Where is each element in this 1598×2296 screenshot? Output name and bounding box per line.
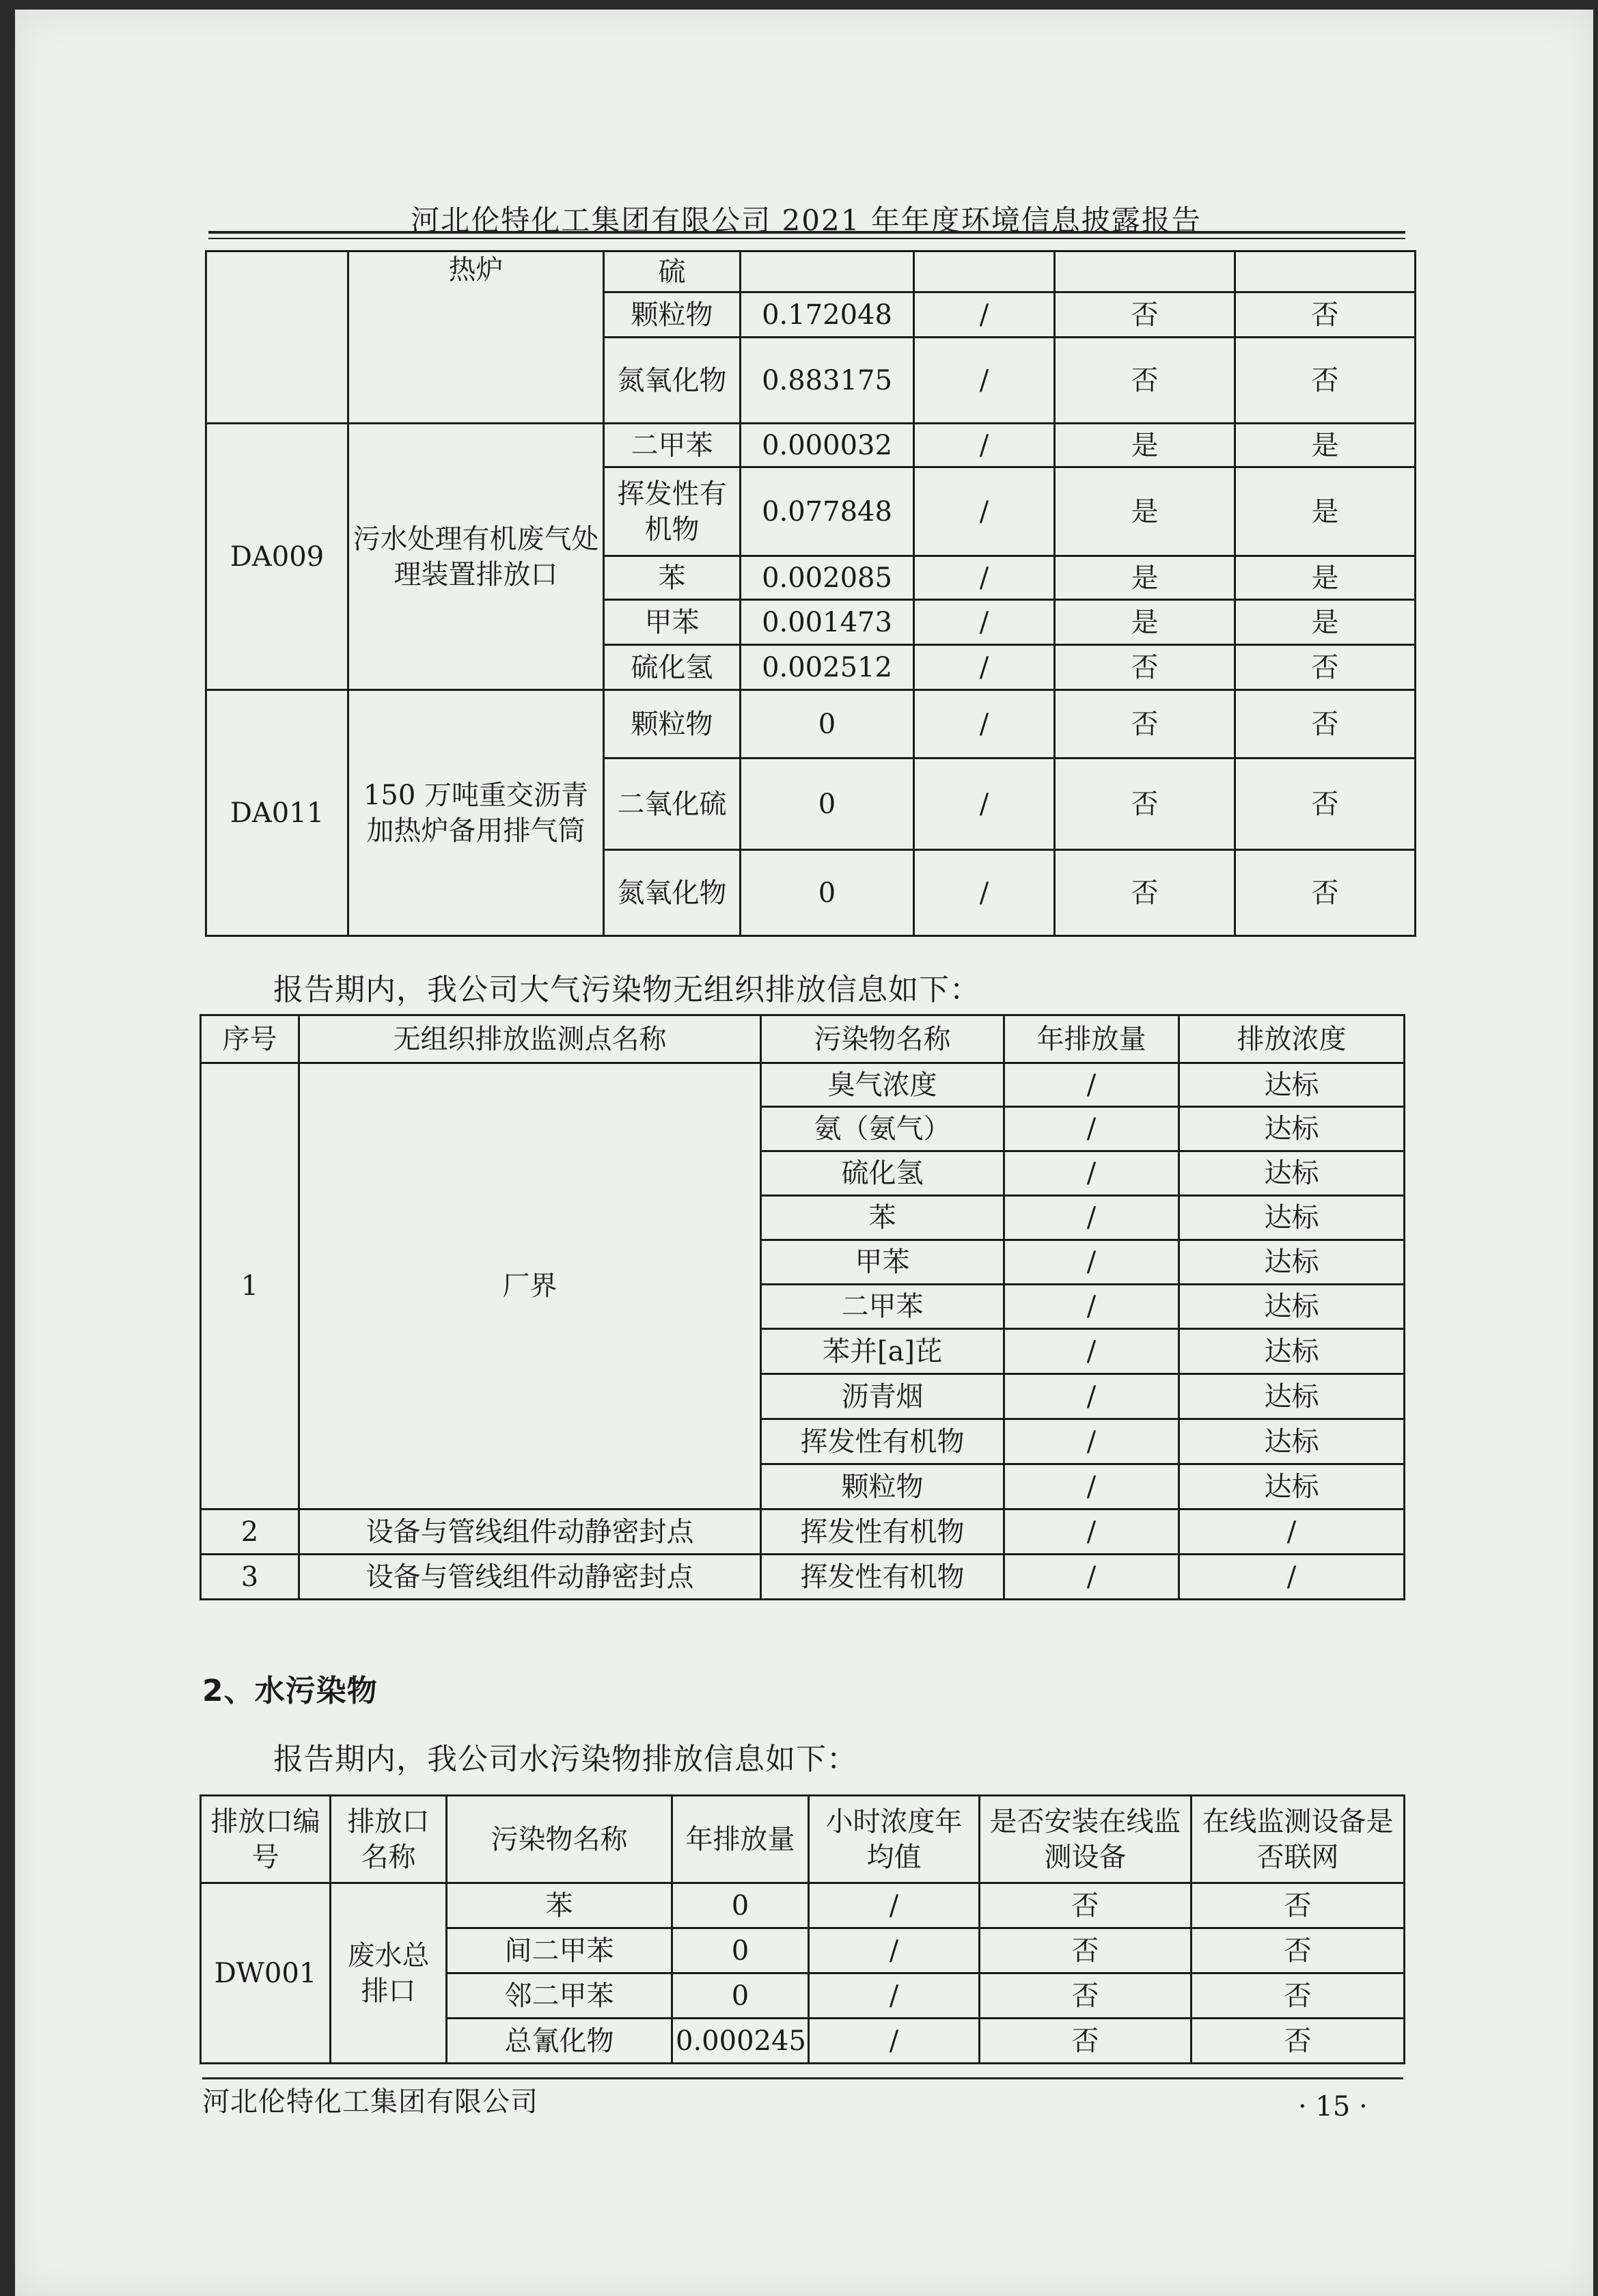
table-row bbox=[201, 1509, 1405, 1555]
monitor-networked bbox=[1235, 251, 1416, 292]
table-header-row bbox=[201, 1015, 1405, 1063]
pollutant-name: 颗粒物 bbox=[761, 1464, 1004, 1509]
column-header: 无组织排放监测点名称 bbox=[299, 1015, 761, 1063]
annual-amount: / bbox=[1004, 1151, 1179, 1196]
annual-amount: 0 bbox=[741, 758, 914, 850]
pollutant-name: 二甲苯 bbox=[604, 424, 741, 467]
table-row bbox=[201, 1883, 1405, 1928]
annual-amount: 0.077848 bbox=[741, 467, 914, 556]
pollutant-name: 挥发性有机物 bbox=[761, 1555, 1004, 1600]
annual-amount: / bbox=[1004, 1419, 1179, 1464]
pollutant-name: 苯 bbox=[761, 1196, 1004, 1240]
pollutant-name: 颗粒物 bbox=[604, 292, 741, 338]
annual-amount: / bbox=[1004, 1285, 1179, 1329]
pollutant-name: 苯 bbox=[604, 556, 741, 600]
water-emission-table bbox=[199, 1794, 1405, 2064]
hourly-concentration: / bbox=[914, 292, 1055, 338]
hourly-concentration: / bbox=[914, 424, 1055, 467]
monitor-installed: 否 bbox=[1055, 645, 1235, 690]
pollutant-name: 沥青烟 bbox=[761, 1374, 1004, 1419]
table-row bbox=[206, 690, 1416, 758]
annual-amount: 0 bbox=[741, 850, 914, 936]
monitor-installed: 否 bbox=[980, 1928, 1191, 1973]
water-intro-paragraph: 报告期内，我公司水污染物排放信息如下： bbox=[273, 1742, 857, 1777]
pollutant-name: 硫化氢 bbox=[761, 1151, 1004, 1196]
outlet-name: 废水总排口 bbox=[331, 1883, 447, 2064]
pollutant-name: 甲苯 bbox=[761, 1240, 1004, 1285]
emission-concentration: 达标 bbox=[1179, 1196, 1405, 1240]
monitor-networked: 否 bbox=[1191, 1973, 1405, 2019]
annual-amount: 0.883175 bbox=[741, 338, 914, 424]
outlet-code bbox=[206, 251, 348, 424]
footer-rule bbox=[202, 2077, 1403, 2079]
monitor-installed: 是 bbox=[1055, 424, 1235, 467]
pollutant-name: 苯 bbox=[447, 1883, 672, 1928]
annual-amount bbox=[741, 251, 914, 292]
annual-amount: / bbox=[1004, 1063, 1179, 1107]
emission-concentration: / bbox=[1179, 1509, 1405, 1555]
annual-amount: 0 bbox=[672, 1928, 809, 1973]
monitor-networked: 是 bbox=[1235, 556, 1416, 600]
column-header: 排放浓度 bbox=[1179, 1015, 1405, 1063]
monitor-networked: 是 bbox=[1235, 424, 1416, 467]
column-header: 污染物名称 bbox=[761, 1015, 1004, 1063]
hourly-concentration: / bbox=[914, 645, 1055, 690]
hourly-concentration: / bbox=[809, 1928, 980, 1973]
hourly-concentration: / bbox=[809, 1973, 980, 2019]
outlet-name: 污水处理有机废气处理装置排放口 bbox=[348, 424, 604, 690]
annual-amount: 0.172048 bbox=[741, 292, 914, 338]
annual-amount: / bbox=[1004, 1107, 1179, 1151]
monitor-installed: 是 bbox=[1055, 467, 1235, 556]
annual-amount: / bbox=[1004, 1555, 1179, 1600]
outlet-code: DA009 bbox=[206, 424, 348, 690]
pollutant-name: 氨（氨气） bbox=[761, 1107, 1004, 1151]
pollutant-name: 二甲苯 bbox=[761, 1285, 1004, 1329]
annual-amount: 0.002085 bbox=[741, 556, 914, 600]
outlet-name: 150 万吨重交沥青加热炉备用排气筒 bbox=[348, 690, 604, 936]
pollutant-name: 间二甲苯 bbox=[447, 1928, 672, 1973]
emission-concentration: 达标 bbox=[1179, 1419, 1405, 1464]
emission-concentration: 达标 bbox=[1179, 1374, 1405, 1419]
hourly-concentration: / bbox=[914, 338, 1055, 424]
monitor-installed: 是 bbox=[1055, 600, 1235, 645]
annual-amount: 0 bbox=[672, 1973, 809, 2019]
table-row bbox=[201, 1555, 1405, 1600]
pollutant-name: 氮氧化物 bbox=[604, 850, 741, 936]
column-header: 排放口编号 bbox=[201, 1796, 331, 1883]
hourly-concentration: / bbox=[914, 467, 1055, 556]
monitor-installed: 否 bbox=[1055, 690, 1235, 758]
hourly-concentration: / bbox=[809, 2019, 980, 2064]
fugitive-intro-paragraph: 报告期内，我公司大气污染物无组织排放信息如下： bbox=[273, 972, 980, 1007]
monitor-networked: 否 bbox=[1235, 645, 1416, 690]
monitor-networked: 否 bbox=[1191, 2019, 1405, 2064]
row-number: 1 bbox=[201, 1063, 299, 1509]
monitor-networked: 是 bbox=[1235, 467, 1416, 556]
column-header: 排放口名称 bbox=[331, 1796, 447, 1883]
annual-amount: / bbox=[1004, 1374, 1179, 1419]
pollutant-name: 氮氧化物 bbox=[604, 338, 741, 424]
monitoring-point: 设备与管线组件动静密封点 bbox=[299, 1555, 761, 1600]
hourly-concentration: / bbox=[914, 556, 1055, 600]
monitor-installed: 否 bbox=[1055, 758, 1235, 850]
hourly-concentration: / bbox=[914, 690, 1055, 758]
annual-amount: / bbox=[1004, 1240, 1179, 1285]
header-rule-thin bbox=[208, 238, 1405, 239]
monitoring-point: 设备与管线组件动静密封点 bbox=[299, 1509, 761, 1555]
hourly-concentration: / bbox=[809, 1883, 980, 1928]
pollutant-name: 颗粒物 bbox=[604, 690, 741, 758]
monitor-networked: 否 bbox=[1235, 338, 1416, 424]
column-header: 是否安装在线监测设备 bbox=[980, 1796, 1191, 1883]
fugitive-emission-table bbox=[199, 1014, 1405, 1600]
outlet-code: DW001 bbox=[201, 1883, 331, 2064]
column-header: 污染物名称 bbox=[447, 1796, 672, 1883]
annual-amount: 0 bbox=[741, 690, 914, 758]
monitor-installed: 否 bbox=[980, 1883, 1191, 1928]
hourly-concentration: / bbox=[914, 600, 1055, 645]
hourly-concentration: / bbox=[914, 850, 1055, 936]
outlet-code: DA011 bbox=[206, 690, 348, 936]
hourly-concentration bbox=[914, 251, 1055, 292]
monitor-installed: 否 bbox=[1055, 292, 1235, 338]
emission-concentration: 达标 bbox=[1179, 1329, 1405, 1374]
annual-amount: / bbox=[1004, 1464, 1179, 1509]
annual-amount: / bbox=[1004, 1196, 1179, 1240]
pollutant-name: 邻二甲苯 bbox=[447, 1973, 672, 2019]
monitor-networked: 否 bbox=[1235, 850, 1416, 936]
emission-concentration: 达标 bbox=[1179, 1151, 1405, 1196]
annual-amount: 0.002512 bbox=[741, 645, 914, 690]
emission-concentration: 达标 bbox=[1179, 1240, 1405, 1285]
annual-amount: 0 bbox=[672, 1883, 809, 1928]
annual-amount: 0.000032 bbox=[741, 424, 914, 467]
header-rule bbox=[208, 231, 1405, 234]
footer-company: 河北伦特化工集团有限公司 bbox=[202, 2086, 538, 2118]
pollutant-name: 硫化氢 bbox=[604, 645, 741, 690]
pollutant-name: 总氰化物 bbox=[447, 2019, 672, 2064]
monitor-networked: 否 bbox=[1191, 1928, 1405, 1973]
row-number: 3 bbox=[201, 1555, 299, 1600]
emission-concentration: 达标 bbox=[1179, 1285, 1405, 1329]
monitor-networked: 是 bbox=[1235, 600, 1416, 645]
pollutant-name: 挥发性有机物 bbox=[761, 1419, 1004, 1464]
outlet-name: 热炉 bbox=[348, 251, 604, 424]
annual-amount: / bbox=[1004, 1509, 1179, 1555]
column-header: 年排放量 bbox=[672, 1796, 809, 1883]
annual-amount: 0.001473 bbox=[741, 600, 914, 645]
emission-concentration: / bbox=[1179, 1555, 1405, 1600]
annual-amount: / bbox=[1004, 1329, 1179, 1374]
row-number: 2 bbox=[201, 1509, 299, 1555]
page-number: · 15 · bbox=[1298, 2091, 1368, 2122]
monitor-installed bbox=[1055, 251, 1235, 292]
air-outlet-emission-table bbox=[205, 250, 1416, 937]
annual-amount: 0.000245 bbox=[672, 2019, 809, 2064]
monitor-networked: 否 bbox=[1191, 1883, 1405, 1928]
pollutant-name: 二氧化硫 bbox=[604, 758, 741, 850]
section-heading-water: 2、水污染物 bbox=[202, 1673, 378, 1708]
column-header: 小时浓度年均值 bbox=[809, 1796, 980, 1883]
page-header-title: 河北伦特化工集团有限公司 2021 年年度环境信息披露报告 bbox=[411, 204, 1202, 237]
column-header: 在线监测设备是否联网 bbox=[1191, 1796, 1405, 1883]
table-header-row bbox=[201, 1796, 1405, 1883]
column-header: 年排放量 bbox=[1004, 1015, 1179, 1063]
pollutant-name: 硫 bbox=[604, 251, 741, 292]
table-row bbox=[206, 251, 1416, 292]
monitor-installed: 否 bbox=[1055, 850, 1235, 936]
pollutant-name: 挥发性有机物 bbox=[761, 1509, 1004, 1555]
table-row bbox=[206, 424, 1416, 467]
emission-concentration: 达标 bbox=[1179, 1107, 1405, 1151]
emission-concentration: 达标 bbox=[1179, 1063, 1405, 1107]
monitor-networked: 否 bbox=[1235, 758, 1416, 850]
pollutant-name: 臭气浓度 bbox=[761, 1063, 1004, 1107]
monitoring-point: 厂界 bbox=[299, 1063, 761, 1509]
emission-concentration: 达标 bbox=[1179, 1464, 1405, 1509]
monitor-networked: 否 bbox=[1235, 690, 1416, 758]
monitor-installed: 否 bbox=[980, 2019, 1191, 2064]
monitor-installed: 否 bbox=[980, 1973, 1191, 2019]
column-header: 序号 bbox=[201, 1015, 299, 1063]
monitor-networked: 否 bbox=[1235, 292, 1416, 338]
monitor-installed: 是 bbox=[1055, 556, 1235, 600]
pollutant-name: 挥发性有机物 bbox=[604, 467, 741, 556]
pollutant-name: 甲苯 bbox=[604, 600, 741, 645]
pollutant-name: 苯并[a]芘 bbox=[761, 1329, 1004, 1374]
hourly-concentration: / bbox=[914, 758, 1055, 850]
table-row bbox=[201, 1063, 1405, 1107]
monitor-installed: 否 bbox=[1055, 338, 1235, 424]
